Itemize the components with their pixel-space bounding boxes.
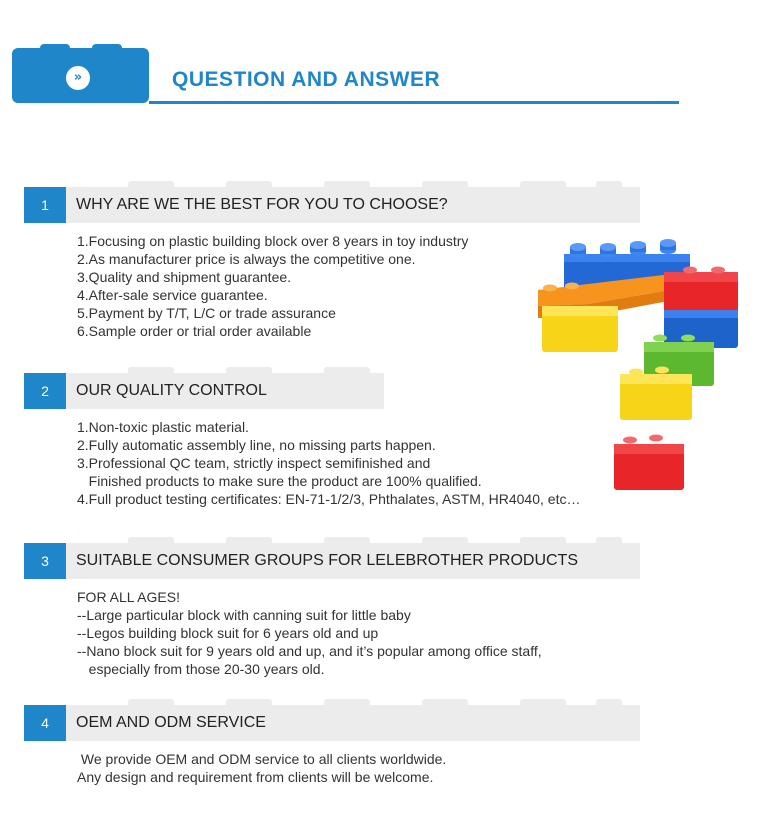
section-title: SUITABLE CONSUMER GROUPS FOR LELEBROTHER PRODUCTS: [76, 552, 578, 569]
section-line: 1.Focusing on plastic building block over 8 years in toy industry: [77, 233, 469, 249]
section-title: OUR QUALITY CONTROL: [76, 382, 267, 399]
page-title: QUESTION AND ANSWER: [172, 68, 441, 91]
yellow-brick: [542, 306, 618, 352]
section-line: 2.As manufacturer price is always the competitive one.: [77, 251, 416, 267]
section-line: Finished products to make sure the product are 100% qualified.: [77, 473, 482, 489]
section-line: --Nano block suit for 9 years old and up, and it’s popular among office staff,: [77, 643, 542, 659]
section-line: Any design and requirement from clients will be welcome.: [77, 769, 434, 785]
section-line: 2.Fully automatic assembly line, no missing parts happen.: [77, 437, 436, 453]
section-line: 4.Full product testing certificates: EN-71-1/2/3, Phthalates, ASTM, HR4040, etc…: [77, 491, 581, 507]
section-title: WHY ARE WE THE BEST FOR YOU TO CHOOSE?: [76, 196, 448, 213]
title-underline: [149, 101, 679, 104]
section-number: 2: [24, 373, 66, 409]
section-number: 4: [24, 705, 66, 741]
section-line: 5.Payment by T/T, L/C or trade assurance: [77, 305, 336, 321]
section-line: 3.Quality and shipment guarantee.: [77, 269, 292, 285]
section-line: We provide OEM and ODM service to all clients worldwide.: [77, 751, 447, 767]
building-blocks-illustration: [528, 232, 768, 502]
section-line: 1.Non-toxic plastic material.: [77, 419, 249, 435]
section-number: 1: [24, 187, 66, 223]
section-line: --Large particular block with canning suit for little baby: [77, 607, 411, 623]
section-title: OEM AND ODM SERVICE: [76, 714, 266, 731]
section-line: 3.Professional QC team, strictly inspect semifinished and: [77, 455, 431, 471]
red-brick-bottom: [614, 435, 684, 491]
section-line: 6.Sample order or trial order available: [77, 323, 312, 339]
section-line: --Legos building block suit for 6 years old and up: [77, 625, 379, 641]
section-line: especially from those 20-30 years old.: [77, 661, 325, 677]
section-line: 4.After-sale service guarantee.: [77, 287, 268, 303]
double-chevron-down-icon: »: [66, 66, 90, 90]
section-line: FOR ALL AGES!: [77, 589, 180, 605]
yellow-brick-small: [620, 367, 692, 421]
section-number: 3: [24, 543, 66, 579]
